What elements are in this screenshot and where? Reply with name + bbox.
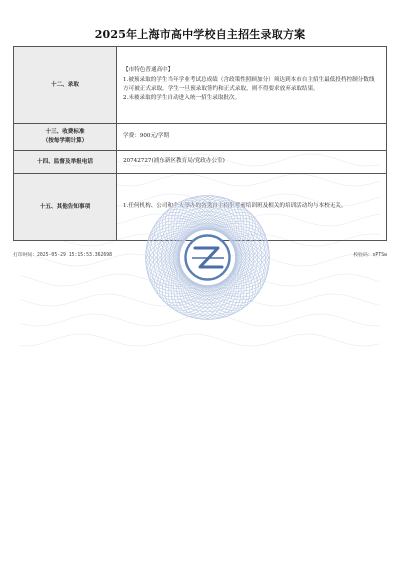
admission-plan-table xyxy=(13,46,387,241)
content-line: 学费：900元/学期 xyxy=(123,133,170,140)
row-label-supervision: 十四、监督及举报电话 xyxy=(14,151,117,174)
content-line: 1.被预录取的学生当年学业考试总成绩（含政策性照顾加分）须达到本市自主招生最低投档控制分数线方可被正式录取。学生一旦预录取签约和正式录取，则不得要求放弃录取结果。 xyxy=(123,76,375,92)
table-row xyxy=(14,47,387,124)
check-code: 校验码：sPTSw xyxy=(353,253,387,258)
table-row xyxy=(14,174,387,241)
table-row xyxy=(14,151,387,174)
row-content-admission xyxy=(117,47,387,124)
content-line: 2.未被录取的学生自动进入统一招生录取批次。 xyxy=(123,95,241,102)
row-label-fees: 十三、收费标准 （按每学期计算） xyxy=(14,124,117,151)
row-content-fees xyxy=(117,124,387,151)
row-label-other: 十五、其他告知事项 xyxy=(14,174,117,241)
row-label-admission: 十二、录取 xyxy=(14,47,117,124)
print-time: 打印时间：2025-05-29 15:15:53.362698 xyxy=(13,253,113,258)
content-line: 【市特色普通高中】 xyxy=(123,67,174,74)
content-line: 1.任何机构、公司和个人举办的各类自主招生考前培训班及相关的培训活动均与本校无关。 xyxy=(123,203,347,210)
row-content-other xyxy=(117,174,387,241)
row-content-supervision xyxy=(117,151,387,174)
content-line: 20742727(浦东新区教育局/党政办公室) xyxy=(123,158,225,165)
page-title: 2025年上海市高中学校自主招生录取方案 xyxy=(94,28,306,41)
table-row xyxy=(14,124,387,151)
